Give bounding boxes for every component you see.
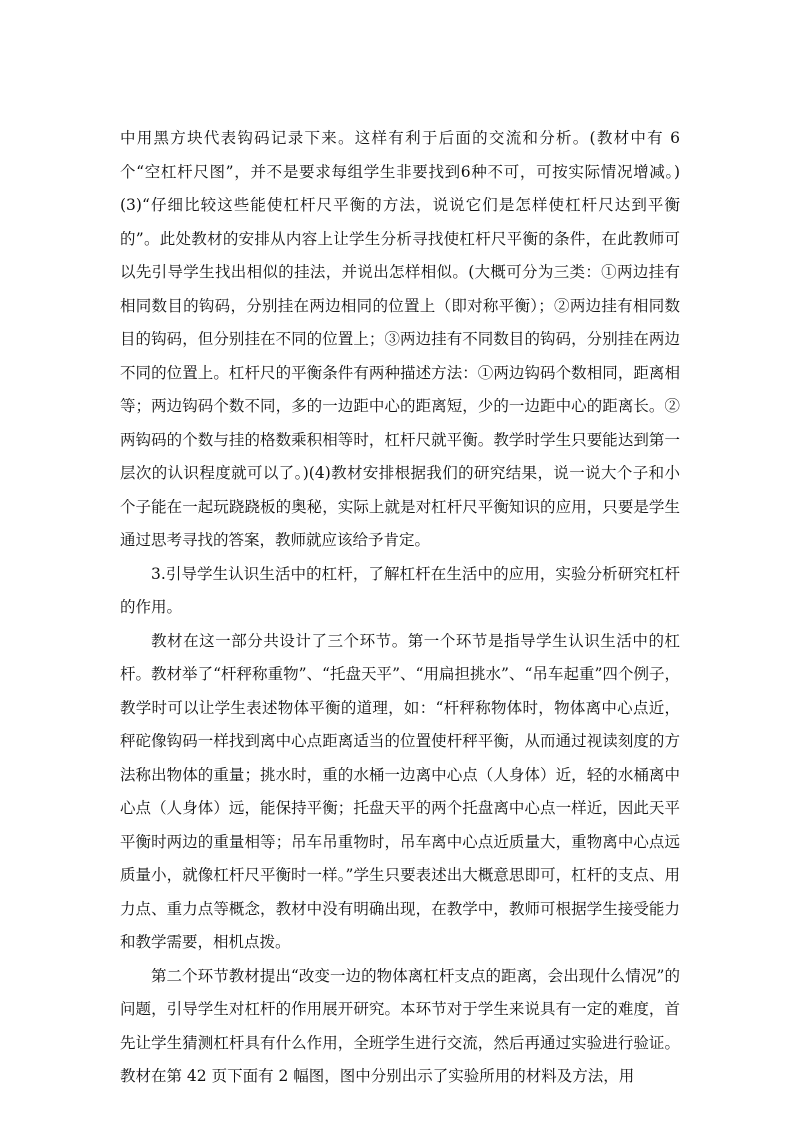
paragraph-section-3-heading: 3.引导学生认识生活中的杠杆，了解杠杆在生活中的应用，实验分析研究杠杆的作用。	[120, 564, 680, 616]
paragraph-second-segment: 第二个环节教材提出“改变一边的物体离杠杆支点的距离，会出现什么情况”的问题，引导学生对杠杆的作用展开研究。本环节对于学生来说具有一定的难度，首先让学生猜测杠杆具有什么作用，全班学生进行交流，然后再通过实验进行验证。教材在第 42 页下面有 2 幅图，图中分别出示了实验所用的材料及方法，用	[120, 966, 680, 1085]
paragraph-continuation: 中用黑方块代表钩码记录下来。这样有利于后面的交流和分析。(教材中有 6 个“空杠杆尺图”，并不是要求每组学生非要找到6种不可，可按实际情况增减。)(3)“仔细比较这些能使杠杆尺平衡的方法，说说它们是怎样使杠杆尺达到平衡的”。此处教材的安排从内容上让学生分析寻找使杠杆尺平衡的条件，在此教师可以先引导学生找出相似的挂法，并说出怎样相似。(大概可分为三类：①两边挂有相同数目的钩码，分别挂在两边相同的位置上（即对称平衡）；②两边挂有相同数目的钩码，但分别挂在不同的位置上；③两边挂有不同数目的钩码，分别挂在两边不同的位置上。杠杆尺的平衡条件有两种描述方法：①两边钩码个数相同，距离相等；两边钩码个数不同，多的一边距中心的距离短，少的一边距中心的距离长。②两钩码的个数与挂的格数乘积相等时，杠杆尺就平衡。教学时学生只要能达到第一层次的认识程度就可以了。)(4)教材安排根据我们的研究结果，说一说大个子和小个子能在一起玩跷跷板的奥秘，实际上就是对杠杆尺平衡知识的应用，只要是学生通过思考寻找的答案，教师就应该给予肯定。	[120, 129, 680, 549]
document-body	[120, 122, 680, 1094]
paragraph-first-segment: 教材在这一部分共设计了三个环节。第一个环节是指导学生认识生活中的杠杆。教材举了“杆秤称重物”、“托盘天平”、“用扁担挑水”、“吊车起重”四个例子，教学时可以让学生表述物体平衡的道理，如：“杆秤称物体时，物体离中心点近，秤砣像钩码一样找到离中心点距离适当的位置使杆秤平衡，从而通过视读刻度的方法称出物体的重量；挑水时，重的水桶一边离中心点（人身体）近，轻的水桶离中心点（人身体）远，能保持平衡；托盘天平的两个托盘离中心点一样近，因此天平平衡时两边的重量相等；吊车吊重物时，吊车离中心点近质量大，重物离中心点远质量小，就像杠杆尺平衡时一样。”学生只要表述出大概意思即可，杠杆的支点、用力点、重力点等概念，教材中没有明确出现，在教学中，教师可根据学生接受能力和教学需要，相机点拨。	[120, 631, 680, 951]
